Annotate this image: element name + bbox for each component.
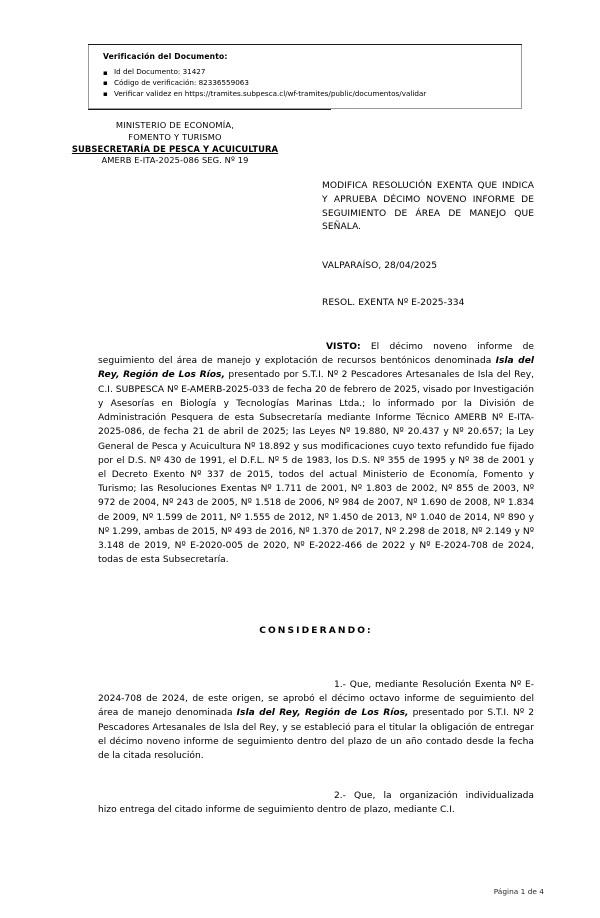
considerando-heading: CONSIDERANDO:: [259, 626, 373, 636]
letterhead: [40, 120, 310, 167]
ministry-line-2: FOMENTO Y TURISMO: [128, 131, 222, 142]
page-footer: Página 1 de 4: [493, 887, 544, 896]
considerando-item-1: [98, 678, 534, 763]
amerb-code: AMERB E-ITA-2025-086 SEG. Nº 19: [101, 155, 249, 166]
considerando-1-part-2: presentado por S.T.I. Nº 2 Pescadores Artesanales de Isla del Rey, y se estableció para el titular la obligación de entregar el décimo noveno informe de seguimiento dentro del plazo de un año contado desde la fecha de la citada resolución.: [98, 708, 534, 762]
bullet-icon: ▪: [103, 79, 108, 88]
verification-item-code: [103, 78, 511, 89]
visto-part-2: presentado por S.T.I. Nº 2 Pescadores Artesanales de Isla del Rey, C.I. SUBPESCA Nº E-AMERB-2025-033 de fecha 20 de febrero de 2025, visado por Investigación y Asesorías en Biología y Tecnologías Marinas Ltda.; lo informado por la División de Administración Pesquera de esta Subsecretaría mediante Informe Técnico AMERB Nº E-ITA-2025-086, de fecha 21 de abril de 2025; las Leyes Nº 19.880, Nº 20.437 y Nº 20.657; la Ley General de Pesca y Acuicultura Nº 18.892 y sus modificaciones cuyo texto refundido fue fijado por el D.S. Nº 430 de 1991, el D.F.L. Nº 5 de 1983, los D.S. Nº 355 de 1995 y Nº 38 de 2001 y el Decreto Exento Nº 337 de 2015, todos del actual Ministerio de Economía, Fomento y Turismo; las Resoluciones Exentas Nº 1.711 de 2001, Nº 1.803 de 2002, Nº 855 de 2003, Nº 972 de 2004, Nº 243 de 2005, Nº 1.518 de 2006, Nº 984 de 2007, Nº 1.690 de 2008, Nº 1.834 de 2009, Nº 1.599 de 2011, Nº 1.555 de 2012, Nº 1.450 de 2013, Nº 1.040 de 2014, Nº 890 y Nº 1.299, ambas de 2015, Nº 493 de 2016, Nº 1.370 de 2017, Nº 2.298 de 2018, Nº 2.149 y Nº 3.148 de 2019, Nº E-2020-005 de 2020, Nº E-2022-466 de 2022 y Nº E-2024-708 de 2024, todas de esta Subsecretaría.: [98, 370, 534, 566]
verification-item-label: Código de verificación: 82336559063: [114, 77, 249, 87]
verification-item-url: [103, 89, 511, 100]
verification-stamp: [88, 44, 522, 110]
verification-box: [88, 45, 522, 109]
visto-text: [98, 340, 534, 568]
verification-title: Verificación del Documento:: [103, 52, 228, 61]
verification-item-label: Id del Documento: 31427: [114, 67, 206, 76]
visto-emphasis-area-name: Isla del Rey, Región de Los Ríos,: [98, 356, 534, 381]
verification-item-label: Verificar validez en https://tramites.subpesca.cl/wf-tramites/public/documentos/validar: [114, 88, 427, 98]
considerando-item-2: [98, 789, 534, 817]
visto-part-1: El décimo noveno informe de seguimiento del área de manejo y explotación de recursos bentónicos denominada: [98, 342, 534, 367]
subsecretaria-title: SUBSECRETARÍA DE PESCA Y ACUICULTURA: [71, 143, 279, 154]
visto-lead-in: VISTO:: [326, 342, 361, 352]
bullet-icon: ▪: [103, 68, 108, 77]
bullet-icon: ▪: [103, 90, 108, 99]
subject-block: MODIFICA RESOLUCIÓN EXENTA QUE INDICA Y APRUEBA DÉCIMO NOVENO INFORME DE SEGUIMIENTO DE ÁREA DE MANEJO QUE SEÑALA.: [322, 181, 534, 233]
place-and-date: VALPARAÍSO, 28/04/2025: [322, 261, 438, 271]
verification-bottom-rule: [88, 109, 331, 110]
considerando-1-part-1: 1.- Que, mediante Resolución Exenta Nº E-2024-708 de 2024, de este origen, se aprobó el décimo octavo informe de seguimiento del área de manejo denominada: [98, 680, 534, 719]
considerando-2-text: 2.- Que, la organización individualizada hizo entrega del citado informe de seguimiento dentro de plazo, mediante C.I.: [98, 791, 534, 816]
verification-item-id: [103, 67, 511, 78]
considerando-1-emphasis-area-name: Isla del Rey, Región de Los Ríos,: [236, 708, 409, 719]
verification-list: [103, 67, 511, 100]
resolution-number: RESOL. EXENTA Nº E-2025-334: [322, 298, 465, 308]
ministry-line-1: MINISTERIO DE ECONOMÍA,: [115, 120, 235, 130]
visto-paragraph: [98, 340, 534, 568]
